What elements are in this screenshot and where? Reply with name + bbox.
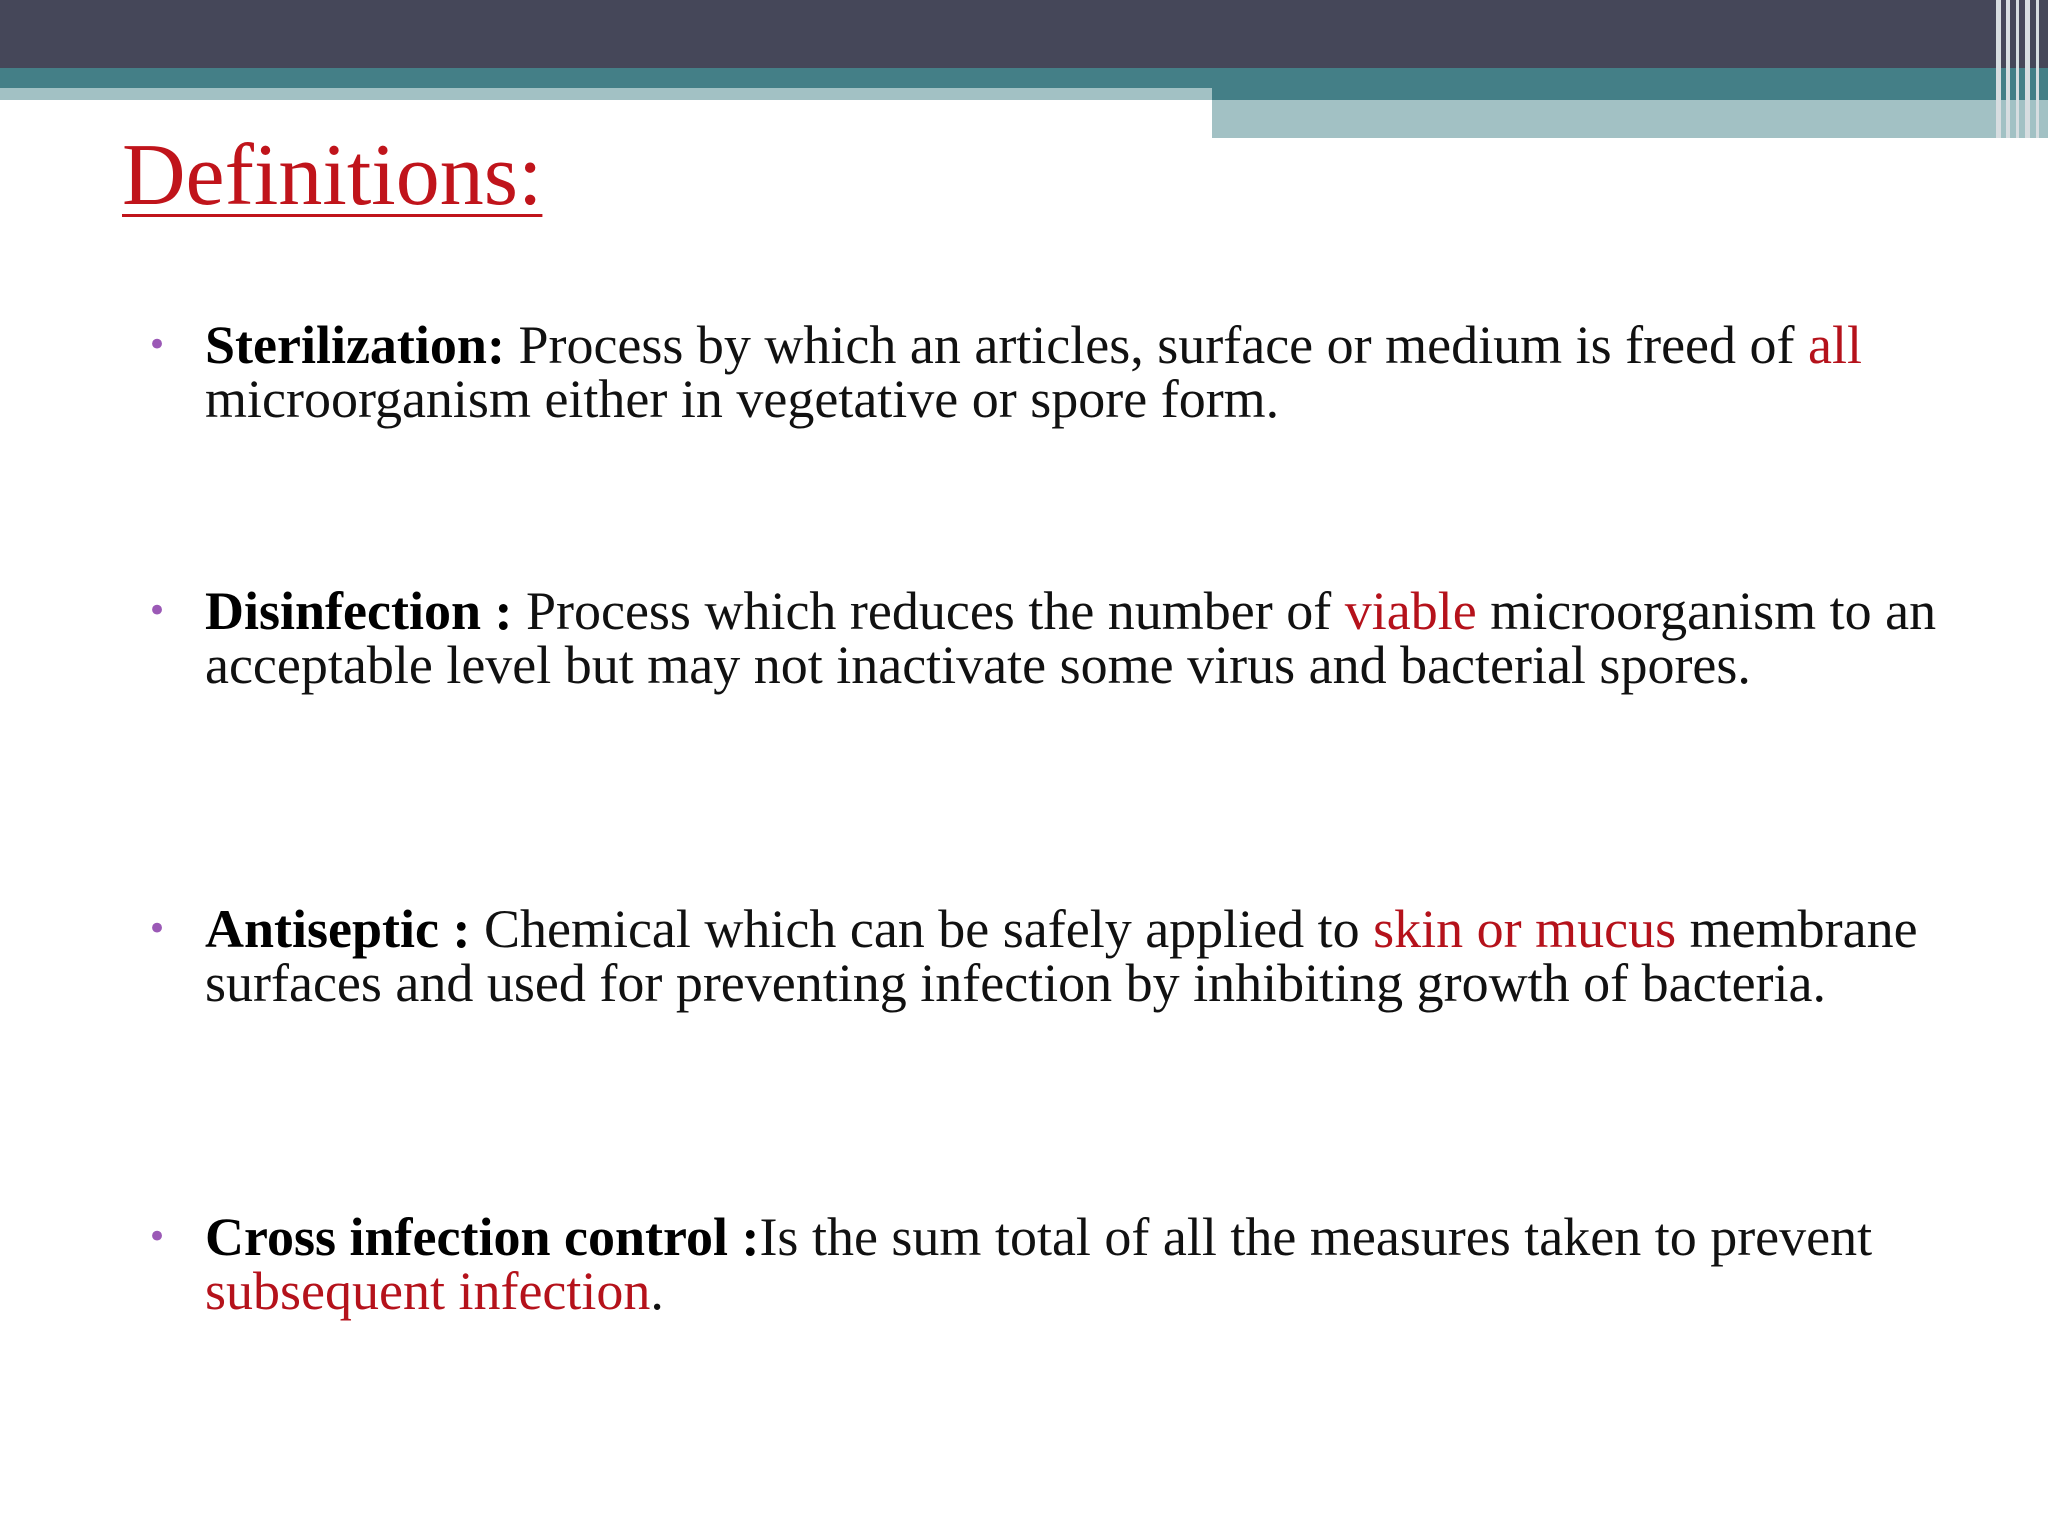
header-band-dark — [0, 0, 2048, 68]
definition-item-disinfection — [147, 581, 1950, 695]
definition-item-sterilization — [147, 315, 1950, 429]
bullet-icon: • — [147, 909, 168, 949]
definition-text: microorganism to an acceptable level but may not inactivate some virus and bacterial spores. — [205, 581, 1937, 695]
definition-text: membrane surfaces and used for preventing infection by inhibiting growth of bacteria. — [205, 899, 1918, 1013]
definition-item-cross-infection-control — [147, 1207, 1950, 1321]
definition-term: Sterilization: — [205, 315, 505, 375]
header-band-teal — [0, 68, 2048, 88]
bullet-icon: • — [147, 325, 168, 365]
slide-title: Definitions: — [122, 127, 543, 224]
bullet-icon: • — [147, 1217, 168, 1257]
definition-text: . — [650, 1261, 664, 1321]
definition-highlight: subsequent infection — [205, 1261, 651, 1321]
definition-text: Process which reduces the number of — [512, 581, 1345, 641]
definition-highlight: skin or mucus — [1373, 899, 1677, 959]
header-band-light-left — [0, 88, 1212, 100]
definition-highlight: all — [1808, 315, 1862, 375]
definition-text: microorganism either in vegetative or spore form. — [205, 369, 1280, 429]
header-band-teal-right — [1212, 88, 2048, 100]
header-band-light-right — [1212, 100, 2048, 138]
definition-item-antiseptic — [147, 899, 1950, 1013]
definition-term: Antiseptic : — [205, 899, 471, 959]
definition-term: Cross infection control : — [205, 1207, 760, 1267]
header-stripes-decoration — [1992, 0, 2048, 138]
definition-text: Is the sum total of all the measures taken to prevent — [759, 1207, 1873, 1267]
bullet-icon: • — [147, 591, 168, 631]
definition-highlight: viable — [1344, 581, 1477, 641]
definition-text: Chemical which can be safely applied to — [470, 899, 1374, 959]
definition-term: Disinfection : — [205, 581, 513, 641]
definition-text: Process by which an articles, surface or medium is freed of — [504, 315, 1809, 375]
